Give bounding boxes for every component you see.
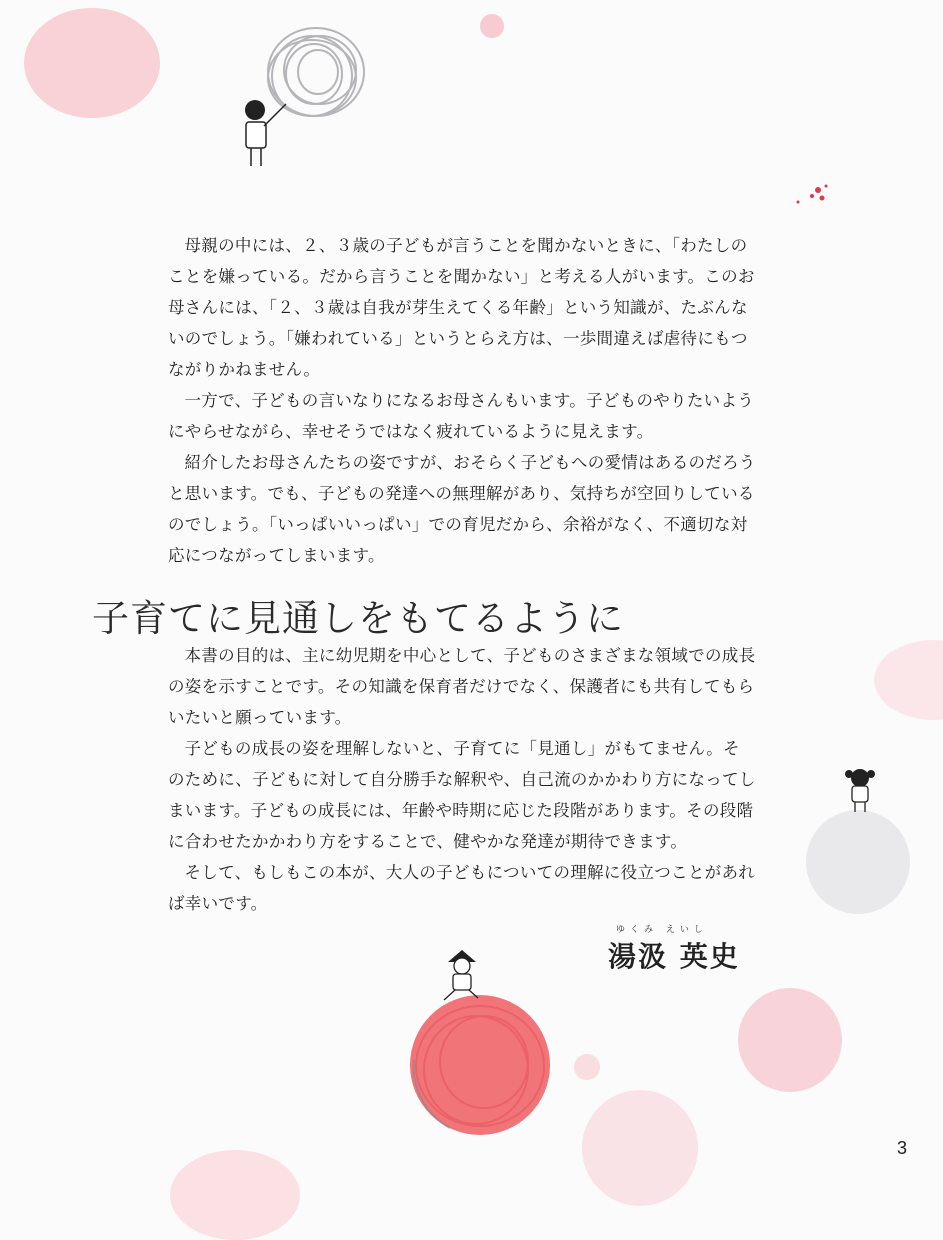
author-name: 湯汲 英史 <box>608 940 740 973</box>
child-sitting-illustration <box>840 766 880 816</box>
child-on-ball-illustration <box>436 948 486 1008</box>
red-splatter-decoration <box>790 180 830 210</box>
author-name-ruby: ゆくみ えいし <box>616 925 708 935</box>
section-heading: 子育てに見通しをもてるように <box>92 597 624 640</box>
author-signature <box>608 922 748 975</box>
pink-circle-decoration <box>24 8 160 118</box>
intro-text-block <box>168 230 756 571</box>
body-text-block <box>168 640 756 919</box>
gray-planet-decoration <box>806 810 910 914</box>
intro-paragraph-3: 紹介したお母さんたちの姿ですが、おそらく子どもへの愛情はあるのだろうと思います。でも、子どもの発達への無理解があり、気持ちが空回りしているのでしょう。「いっぱいいっぱい」での育児だから、余裕がなく、不適切な対応につながってしまいます。 <box>168 453 756 565</box>
page-number: 3 <box>896 1138 907 1158</box>
body-paragraph-2: 子どもの成長の姿を理解しないと、子育てに「見通し」がもてません。そのために、子どもに対して自分勝手な解釈や、自己流のかかわり方になってしまいます。子どもの成長には、年齢や時期に応じた段階があります。その段階に合わせたかかわり方をすることで、健やかな発達が期待できます。 <box>168 739 756 851</box>
pink-circle-decoration <box>738 988 842 1092</box>
pink-circle-decoration <box>582 1090 698 1206</box>
pink-dot-decoration <box>480 14 504 38</box>
body-paragraph-3: そして、もしもこの本が、大人の子どもについての理解に役立つことがあれば幸いです。 <box>168 863 756 913</box>
pink-circle-decoration <box>170 1150 300 1240</box>
red-ball-illustration <box>400 990 560 1140</box>
pink-arc-decoration <box>874 640 943 720</box>
intro-paragraph-1: 母親の中には、２、３歳の子どもが言うことを聞かないときに、「わたしのことを嫌っている。だから言うことを聞かない」と考える人がいます。このお母さんには、「２、３歳は自我が芽生えてくる年齢」という知識が、たぶんないのでしょう。「嫌われている」というとらえ方は、一歩間違えば虐待にもつながりかねません。 <box>168 236 755 379</box>
intro-paragraph-2: 一方で、子どもの言いなりになるお母さんもいます。子どものやりたいようにやらせながら、幸せそうではなく疲れているように見えます。 <box>168 391 755 441</box>
child-holding-balloon-illustration <box>238 96 298 176</box>
pink-dot-decoration <box>574 1054 600 1080</box>
body-paragraph-1: 本書の目的は、主に幼児期を中心として、子どものさまざまな領域での成長の姿を示すことです。その知識を保育者だけでなく、保護者にも共有してもらいたいと願っています。 <box>168 646 756 727</box>
